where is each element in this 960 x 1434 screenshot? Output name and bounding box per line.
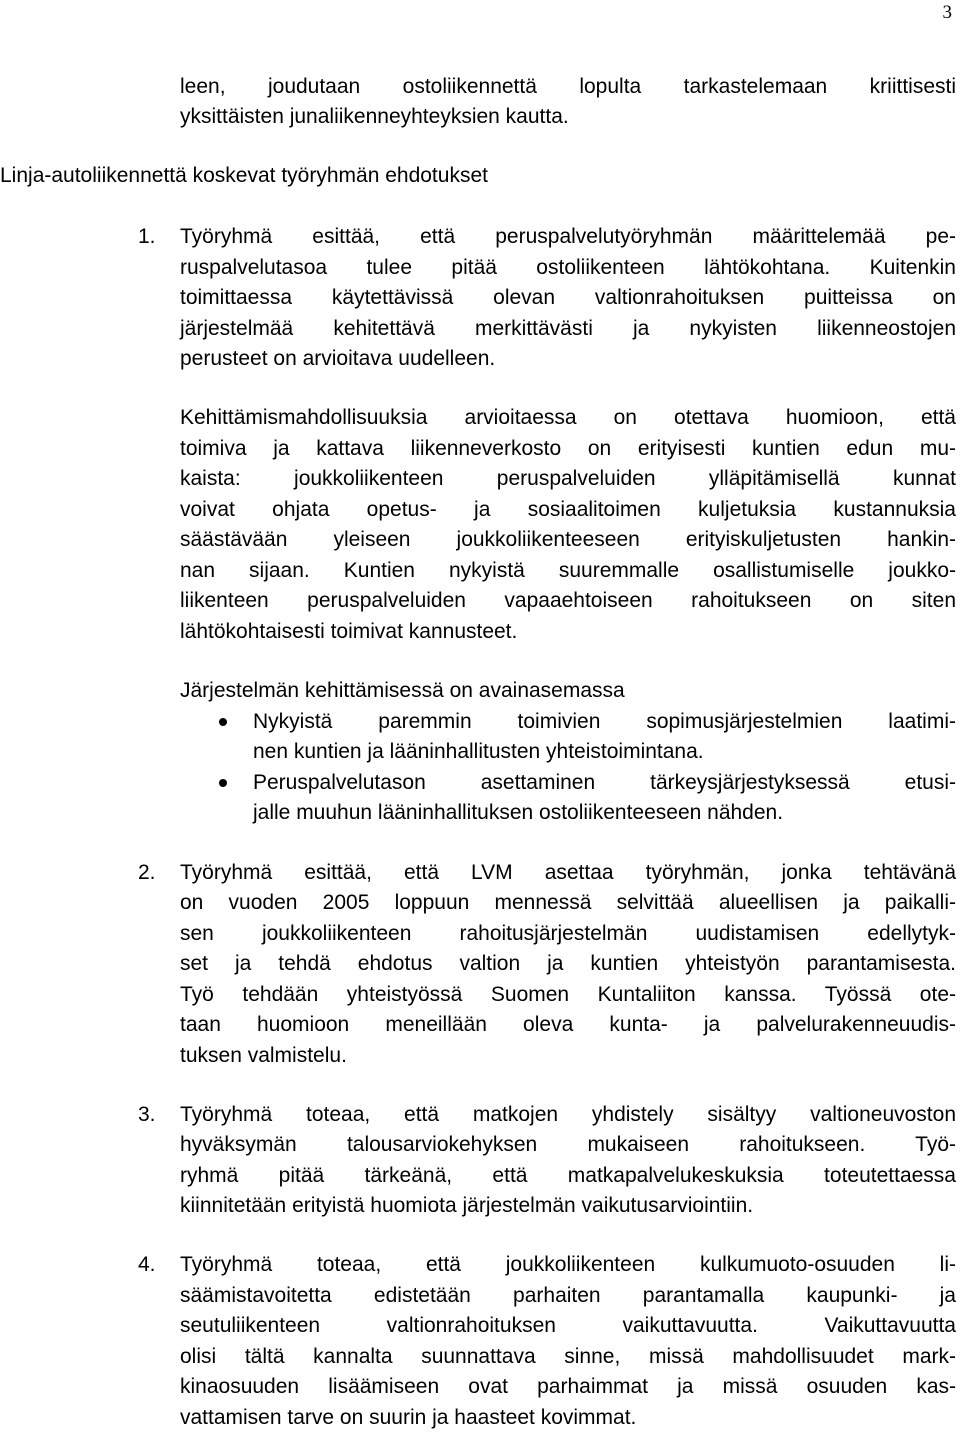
item1-para2-line: Kehittämismahdollisuuksia arvioitaessa on otettava huomioon, että <box>180 406 956 429</box>
item1-para2-line: nan sijaan. Kuntien nykyistä suuremmalle osallistumiselle joukko- <box>180 559 956 582</box>
page-number: 3 <box>942 2 952 23</box>
bullet-line: jalle muuhun lääninhallituksen ostoliikenteeseen nähden. <box>253 801 784 824</box>
item2-line: on vuoden 2005 loppuun mennessä selvittää alueellisen ja paikalli- <box>180 891 956 914</box>
key-heading: Järjestelmän kehittämisessä on avainasemassa <box>180 679 625 702</box>
item-number: 2. <box>138 861 156 884</box>
item1-para2-line: toimiva ja kattava liikenneverkosto on erityisesti kuntien edun mu- <box>180 437 956 460</box>
item-number: 1. <box>138 225 156 248</box>
item4-line: seutuliikenteen valtionrahoituksen vaikuttavuutta. Vaikuttavuutta <box>180 1314 956 1337</box>
item4-line: säämistavoitetta edistetään parhaiten parantamalla kaupunki- ja <box>180 1284 956 1307</box>
item1-para2-line: lähtökohtaisesti toimivat kannusteet. <box>180 620 518 643</box>
bullet-icon <box>219 779 227 787</box>
item1-para2-line: liikenteen peruspalveluiden vapaaehtoiseen rahoitukseen on siten <box>180 589 956 612</box>
item2-line: set ja tehdä ehdotus valtion ja kuntien yhteistyön parantamisesta. <box>180 952 956 975</box>
item1-line: Työryhmä esittää, että peruspalvelutyöryhmän määrittelemää pe- <box>180 225 956 248</box>
item3-line: kiinnitetään erityistä huomiota järjestelmän vaikutusarviointiin. <box>180 1194 754 1217</box>
item3-line: hyväksymän talousarviokehyksen mukaiseen rahoitukseen. Työ- <box>180 1133 956 1156</box>
item1-line: perusteet on arvioitava uudelleen. <box>180 347 496 370</box>
item4-line: vattamisen tarve on suurin ja haasteet kovimmat. <box>180 1406 637 1429</box>
item2-line: taan huomioon meneillään oleva kunta- ja palvelurakenneuudis- <box>180 1013 956 1036</box>
item-number: 4. <box>138 1253 156 1276</box>
intro-line: leen, joudutaan ostoliikennettä lopulta tarkastelemaan kriittisesti <box>180 75 956 98</box>
item2-line: sen joukkoliikenteen rahoitusjärjestelmän uudistamisen edellytyk- <box>180 922 956 945</box>
item4-line: olisi tältä kannalta suunnattava sinne, missä mahdollisuudet mark- <box>180 1345 956 1368</box>
intro-line: yksittäisten junaliikenneyhteyksien kautta. <box>180 105 569 128</box>
item4-line: Työryhmä toteaa, että joukkoliikenteen kulkumuoto-osuuden li- <box>180 1253 956 1276</box>
item4-line: kinaosuuden lisäämiseen ovat parhaimmat ja missä osuuden kas- <box>180 1375 956 1398</box>
item3-line: ryhmä pitää tärkeänä, että matkapalvelukeskuksia toteutettaessa <box>180 1164 956 1187</box>
item1-para2-line: voivat ohjata opetus- ja sosiaalitoimen kuljetuksia kustannuksia <box>180 498 956 521</box>
item3-line: Työryhmä toteaa, että matkojen yhdistely sisältyy valtioneuvoston <box>180 1103 956 1126</box>
bullet-line: nen kuntien ja lääninhallitusten yhteistoimintana. <box>253 740 704 763</box>
item1-para2-line: säästävään yleiseen joukkoliikenteeseen erityiskuljetusten hankin- <box>180 528 956 551</box>
bullet-line: Peruspalvelutason asettaminen tärkeysjärjestyksessä etusi- <box>253 771 956 794</box>
item2-line: Työryhmä esittää, että LVM asettaa työryhmän, jonka tehtävänä <box>180 861 956 884</box>
section-heading: Linja-autoliikennettä koskevat työryhmän ehdotukset <box>0 164 488 187</box>
item1-line: ruspalvelutasoa tulee pitää ostoliikenteen lähtökohtana. Kuitenkin <box>180 256 956 279</box>
bullet-icon <box>219 718 227 726</box>
item1-line: toimittaessa käytettävissä olevan valtionrahoituksen puitteissa on <box>180 286 956 309</box>
bullet-line: Nykyistä paremmin toimivien sopimusjärjestelmien laatimi- <box>253 710 956 733</box>
item2-line: Työ tehdään yhteistyössä Suomen Kuntaliiton kanssa. Työssä ote- <box>180 983 956 1006</box>
item-number: 3. <box>138 1103 156 1126</box>
item1-line: järjestelmää kehitettävä merkittävästi ja nykyisten liikenneostojen <box>180 317 956 340</box>
item1-para2-line: kaista: joukkoliikenteen peruspalveluiden ylläpitämisellä kunnat <box>180 467 956 490</box>
item2-line: tuksen valmistelu. <box>180 1044 347 1067</box>
